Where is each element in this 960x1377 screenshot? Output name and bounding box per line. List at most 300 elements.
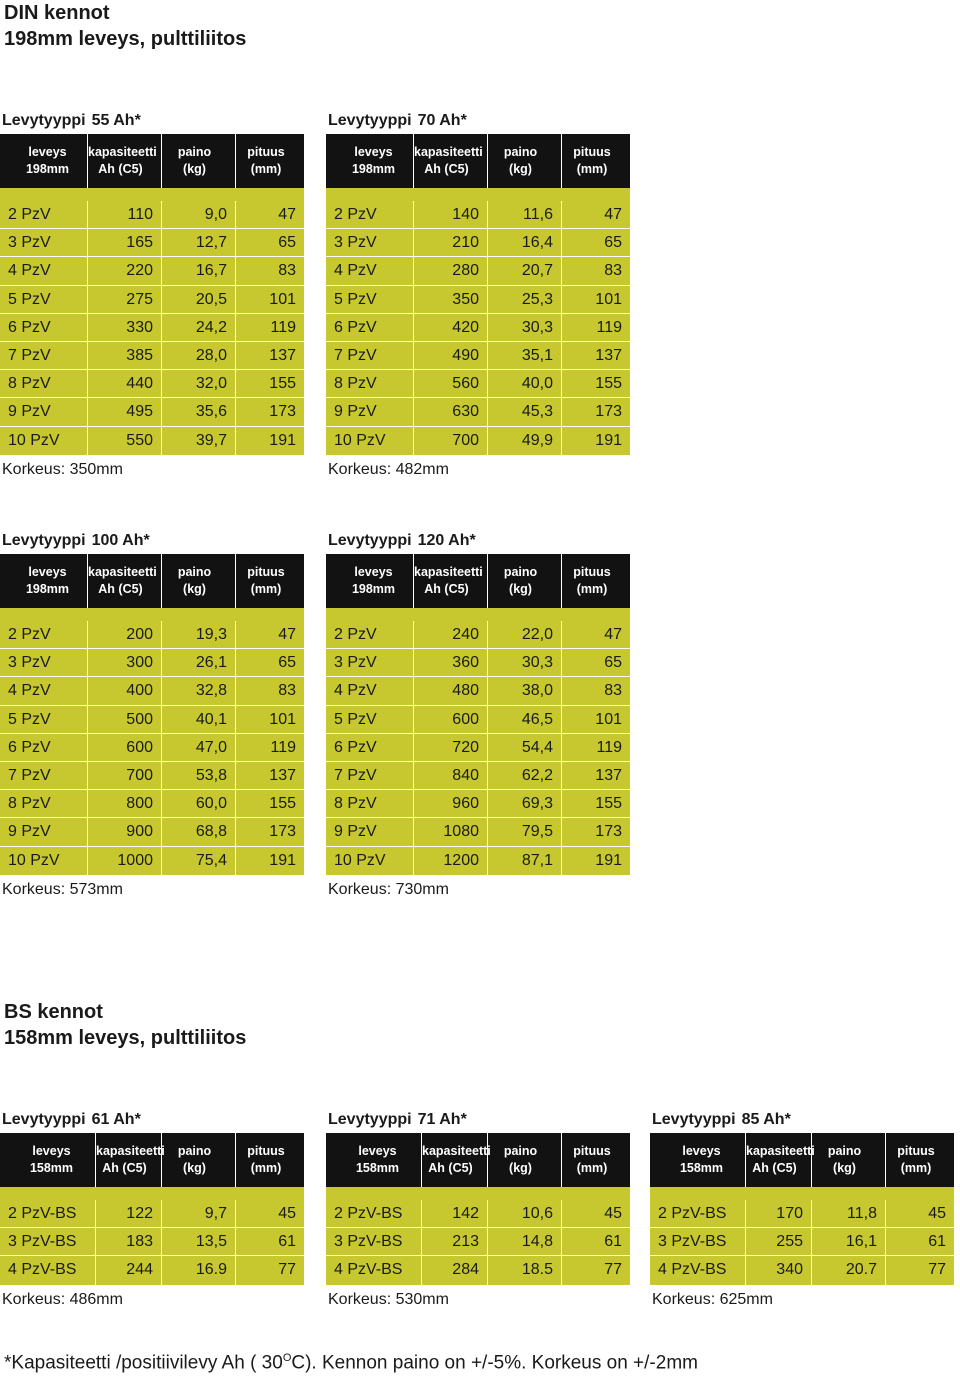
table-cell: 47 (604, 626, 622, 643)
header-cell-line1: pituus (573, 565, 611, 579)
table-cell: 65 (278, 234, 296, 252)
table-cell: 191 (269, 431, 296, 449)
table-cell: 5 PzV (0, 706, 88, 733)
header-cell-line1: paino (177, 565, 212, 579)
header-cell-line2: Ah (C5) (98, 162, 143, 176)
header-cell-col0 (0, 554, 88, 608)
header-cell-line1: pituus (247, 1144, 285, 1158)
table-cell: 47 (278, 626, 296, 643)
table-footer-korkeus: Korkeus: 482mm (328, 460, 449, 478)
table-cell: 165 (88, 229, 162, 256)
table-cell: 600 (88, 734, 162, 761)
table-cell: 600 (414, 706, 488, 733)
header-cell-line1: paino (503, 565, 538, 579)
table-cell: 155 (595, 795, 622, 813)
header-cell-line2: 158mm (29, 1161, 74, 1175)
table-cell: 900 (88, 818, 162, 845)
table-row (0, 370, 304, 398)
header-cell-col2 (162, 134, 236, 188)
table-title (326, 1107, 630, 1133)
table-cell: 10 PzV (326, 427, 414, 455)
header-cell-col3 (886, 1133, 954, 1187)
header-cell-line1: paino (503, 145, 538, 159)
header-cell-col3 (236, 134, 304, 188)
header-cell-line1: paino (503, 1144, 538, 1158)
table-row (0, 314, 304, 342)
header-cell-line2: (mm) (576, 1161, 608, 1175)
table-cell: 45 (604, 1205, 622, 1222)
table-cell: 9 PzV (326, 398, 414, 425)
table-cell: 3 PzV-BS (650, 1228, 746, 1255)
table-cell: 45 (928, 1205, 946, 1222)
din-table-100ah (0, 528, 304, 905)
header-cell-line1: kapasiteetti (414, 145, 483, 159)
table-title-label: Levytyyppi (2, 1111, 86, 1128)
table-spacer (0, 608, 304, 621)
table-cell: 244 (96, 1256, 162, 1284)
header-cell-col0 (326, 554, 414, 608)
header-cell-line2: 198mm (351, 162, 396, 176)
header-cell-line1: leveys (28, 565, 67, 579)
table-row (0, 427, 304, 455)
table-cell: 16,1 (812, 1228, 886, 1255)
table-footer-korkeus: Korkeus: 730mm (328, 880, 449, 898)
table-cell: 11,6 (488, 201, 562, 228)
header-cell-line1: kapasiteetti (88, 565, 157, 579)
header-cell-col3 (562, 1133, 630, 1187)
table-cell: 4 PzV (0, 677, 88, 704)
header-cell-col1 (96, 1133, 165, 1187)
table-cell: 101 (595, 290, 622, 308)
table-row (326, 398, 630, 426)
header-cell-line1: leveys (358, 1144, 397, 1158)
table-cell: 60,0 (162, 790, 236, 817)
table-cell: 275 (88, 286, 162, 313)
table-cell: 155 (595, 375, 622, 393)
table-row (0, 706, 304, 734)
header-cell-line2: (mm) (250, 1161, 282, 1175)
table-spacer (650, 1187, 954, 1200)
table-cell: 350 (414, 286, 488, 313)
table-row (0, 790, 304, 818)
header-cell-line2: Ah (C5) (98, 582, 143, 596)
table-cell: 330 (88, 314, 162, 341)
header-cell-line2: 198mm (25, 162, 70, 176)
table-title-label: Levytyyppi (328, 532, 412, 549)
table-title-type: 70 Ah* (417, 112, 467, 129)
header-cell-line2: (kg) (183, 162, 206, 176)
table-row (0, 398, 304, 426)
table-spacer (326, 188, 630, 201)
table-cell: 119 (596, 738, 622, 756)
table-row (326, 649, 630, 677)
bs-title-line2: 158mm leveys, pulttiliitos (4, 1027, 247, 1049)
header-cell-col3 (236, 1133, 304, 1187)
table-cell: 7 PzV (326, 342, 414, 369)
table-cell: 101 (269, 290, 296, 308)
table-cell: 420 (414, 314, 488, 341)
table-header (326, 1133, 630, 1187)
table-cell: 110 (88, 201, 162, 228)
table-body (0, 621, 304, 875)
header-cell-line1: kapasiteetti (88, 145, 157, 159)
din-table-120ah (326, 528, 630, 905)
table-row (326, 762, 630, 790)
table-cell: 32,0 (162, 370, 236, 397)
table-cell: 137 (269, 766, 296, 784)
table-row (326, 847, 630, 875)
header-cell-line2: (mm) (250, 162, 282, 176)
table-cell: 10,6 (488, 1200, 562, 1227)
table-cell: 9 PzV (326, 818, 414, 845)
table-cell: 400 (88, 677, 162, 704)
header-cell-line2: (mm) (250, 582, 282, 596)
table-header (326, 134, 630, 188)
table-spacer (0, 188, 304, 201)
table-cell: 4 PzV (326, 257, 414, 284)
table-cell: 45 (278, 1205, 296, 1222)
table-cell: 119 (270, 738, 296, 756)
header-cell-col2 (488, 554, 562, 608)
header-cell-line1: leveys (354, 565, 393, 579)
table-row (326, 1200, 630, 1228)
table-cell: 30,3 (488, 649, 562, 676)
header-cell-line1: kapasiteetti (422, 1144, 491, 1158)
table-header (326, 554, 630, 608)
table-footer-korkeus: Korkeus: 573mm (2, 880, 123, 898)
table-cell: 560 (414, 370, 488, 397)
bs-table-85ah (650, 1107, 954, 1315)
table-cell: 32,8 (162, 677, 236, 704)
table-cell: 4 PzV-BS (0, 1256, 96, 1284)
table-row (650, 1200, 954, 1228)
table-row (0, 677, 304, 705)
table-cell: 6 PzV (326, 734, 414, 761)
header-cell-col2 (488, 134, 562, 188)
table-cell: 720 (414, 734, 488, 761)
table-cell: 2 PzV-BS (0, 1200, 96, 1227)
table-cell: 30,3 (488, 314, 562, 341)
table-header (0, 1133, 304, 1187)
table-cell: 3 PzV (0, 229, 88, 256)
table-cell: 2 PzV (326, 621, 414, 648)
table-footer-korkeus: Korkeus: 486mm (2, 1290, 123, 1308)
table-cell: 20,5 (162, 286, 236, 313)
table-cell: 35,1 (488, 342, 562, 369)
header-cell-line2: (kg) (183, 1161, 206, 1175)
table-cell: 19,3 (162, 621, 236, 648)
header-cell-line2: Ah (C5) (752, 1161, 797, 1175)
table-cell: 1200 (414, 847, 488, 875)
table-cell: 500 (88, 706, 162, 733)
table-cell: 2 PzV (0, 621, 88, 648)
table-row (326, 342, 630, 370)
table-cell: 340 (746, 1256, 812, 1284)
table-cell: 3 PzV-BS (326, 1228, 422, 1255)
header-cell-line2: Ah (C5) (428, 1161, 473, 1175)
din-section-title (4, 0, 246, 52)
table-cell: 77 (928, 1261, 946, 1279)
table-cell: 28,0 (162, 342, 236, 369)
table-cell: 140 (414, 201, 488, 228)
table-row (326, 427, 630, 455)
table-cell: 47 (604, 206, 622, 223)
table-title-type: 85 Ah* (741, 1111, 791, 1128)
table-cell: 280 (414, 257, 488, 284)
header-cell-line2: 158mm (355, 1161, 400, 1175)
table-cell: 20,7 (488, 257, 562, 284)
bs-section-title (4, 999, 246, 1051)
bs-table-61ah (0, 1107, 304, 1315)
table-cell: 75,4 (162, 847, 236, 875)
table-row (326, 818, 630, 846)
table-spacer (326, 608, 630, 621)
table-cell: 1000 (88, 847, 162, 875)
table-row (650, 1256, 954, 1284)
table-body (326, 1200, 630, 1285)
table-cell: 65 (278, 654, 296, 672)
table-cell: 46,5 (488, 706, 562, 733)
table-body (326, 621, 630, 875)
table-cell: 101 (595, 710, 622, 728)
table-cell: 137 (269, 346, 296, 364)
header-cell-line2: Ah (C5) (102, 1161, 147, 1175)
table-cell: 40,1 (162, 706, 236, 733)
table-cell: 173 (269, 403, 296, 421)
header-cell-line1: pituus (573, 1144, 611, 1158)
header-cell-line1: leveys (32, 1144, 71, 1158)
table-cell: 840 (414, 762, 488, 789)
table-row (0, 286, 304, 314)
table-cell: 191 (269, 851, 296, 869)
table-cell: 119 (270, 318, 296, 336)
table-title (0, 528, 304, 554)
table-cell: 4 PzV (0, 257, 88, 284)
table-spacer (326, 1187, 630, 1200)
table-cell: 53,8 (162, 762, 236, 789)
table-cell: 6 PzV (0, 314, 88, 341)
table-cell: 11,8 (812, 1200, 886, 1227)
table-row (0, 1256, 304, 1284)
header-cell-line2: (kg) (509, 1161, 532, 1175)
table-body (0, 201, 304, 455)
table-row (0, 649, 304, 677)
table-footer-korkeus: Korkeus: 625mm (652, 1290, 773, 1308)
table-row (326, 286, 630, 314)
table-cell: 9 PzV (0, 818, 88, 845)
footnote-degree-sup: O (282, 1352, 292, 1364)
table-row (0, 847, 304, 875)
header-cell-line1: leveys (28, 145, 67, 159)
header-cell-line1: pituus (247, 145, 285, 159)
table-body (326, 201, 630, 455)
table-row (0, 1228, 304, 1256)
table-cell: 284 (422, 1256, 488, 1284)
table-footer-korkeus: Korkeus: 530mm (328, 1290, 449, 1308)
table-row (0, 818, 304, 846)
table-cell: 83 (604, 262, 622, 280)
table-cell: 360 (414, 649, 488, 676)
table-cell: 2 PzV (326, 201, 414, 228)
table-cell: 16.9 (162, 1256, 236, 1284)
table-cell: 14,8 (488, 1228, 562, 1255)
table-row (326, 706, 630, 734)
table-row (0, 621, 304, 649)
table-cell: 24,2 (162, 314, 236, 341)
table-cell: 6 PzV (326, 314, 414, 341)
table-cell: 69,3 (488, 790, 562, 817)
header-cell-line2: Ah (C5) (424, 162, 469, 176)
header-cell-line2: 158mm (679, 1161, 724, 1175)
table-cell: 137 (595, 346, 622, 364)
table-row (326, 314, 630, 342)
table-cell: 495 (88, 398, 162, 425)
table-cell: 61 (278, 1233, 296, 1251)
header-cell-col3 (236, 554, 304, 608)
table-cell: 213 (422, 1228, 488, 1255)
header-cell-col2 (488, 1133, 562, 1187)
header-cell-line1: pituus (573, 145, 611, 159)
header-cell-col0 (0, 1133, 96, 1187)
din-title-line1: DIN kennot (4, 2, 110, 24)
table-cell: 5 PzV (0, 286, 88, 313)
table-row (326, 1256, 630, 1284)
table-title (326, 108, 630, 134)
table-row (326, 621, 630, 649)
table-cell: 9,0 (162, 201, 236, 228)
table-cell: 3 PzV (326, 229, 414, 256)
table-row (326, 257, 630, 285)
table-cell: 16,4 (488, 229, 562, 256)
header-cell-line1: kapasiteetti (96, 1144, 165, 1158)
table-cell: 9,7 (162, 1200, 236, 1227)
table-cell: 25,3 (488, 286, 562, 313)
table-row (0, 229, 304, 257)
header-cell-col3 (562, 134, 630, 188)
header-cell-line1: leveys (354, 145, 393, 159)
table-cell: 35,6 (162, 398, 236, 425)
table-cell: 2 PzV (0, 201, 88, 228)
table-cell: 83 (278, 262, 296, 280)
table-cell: 8 PzV (0, 790, 88, 817)
table-cell: 54,4 (488, 734, 562, 761)
table-cell: 173 (595, 823, 622, 841)
table-cell: 191 (595, 851, 622, 869)
table-row (326, 677, 630, 705)
table-title-type: 61 Ah* (91, 1111, 141, 1128)
header-cell-line1: paino (177, 145, 212, 159)
header-cell-line2: 198mm (351, 582, 396, 596)
header-cell-line2: (kg) (509, 162, 532, 176)
table-cell: 10 PzV (326, 847, 414, 875)
table-cell: 210 (414, 229, 488, 256)
table-cell: 170 (746, 1200, 812, 1227)
table-title-type: 71 Ah* (417, 1111, 467, 1128)
header-cell-line2: (kg) (833, 1161, 856, 1175)
table-cell: 49,9 (488, 427, 562, 455)
table-cell: 47,0 (162, 734, 236, 761)
table-cell: 61 (604, 1233, 622, 1251)
header-cell-col2 (162, 1133, 236, 1187)
table-cell: 700 (88, 762, 162, 789)
table-cell: 87,1 (488, 847, 562, 875)
table-cell: 45,3 (488, 398, 562, 425)
header-cell-col3 (562, 554, 630, 608)
table-cell: 183 (96, 1228, 162, 1255)
footnote-text-before: *Kapasiteetti /positiivilevy Ah ( 30 (4, 1352, 283, 1374)
table-cell: 39,7 (162, 427, 236, 455)
table-cell: 62,2 (488, 762, 562, 789)
table-cell: 7 PzV (0, 342, 88, 369)
table-cell: 1080 (414, 818, 488, 845)
header-cell-col0 (650, 1133, 746, 1187)
header-cell-line1: kapasiteetti (414, 565, 483, 579)
table-cell: 300 (88, 649, 162, 676)
table-cell: 700 (414, 427, 488, 455)
table-header (0, 134, 304, 188)
table-cell: 6 PzV (0, 734, 88, 761)
din-table-55ah (0, 108, 304, 485)
header-cell-line1: kapasiteetti (746, 1144, 815, 1158)
table-row (326, 790, 630, 818)
table-cell: 440 (88, 370, 162, 397)
table-cell: 155 (269, 795, 296, 813)
table-cell: 77 (604, 1261, 622, 1279)
header-cell-col0 (326, 134, 414, 188)
table-cell: 16,7 (162, 257, 236, 284)
table-cell: 10 PzV (0, 847, 88, 875)
table-cell: 26,1 (162, 649, 236, 676)
table-cell: 10 PzV (0, 427, 88, 455)
table-cell: 12,7 (162, 229, 236, 256)
table-title-label: Levytyyppi (328, 1111, 412, 1128)
table-cell: 18.5 (488, 1256, 562, 1284)
table-cell: 83 (604, 682, 622, 700)
bs-title-line1: BS kennot (4, 1001, 103, 1023)
header-cell-line2: Ah (C5) (424, 582, 469, 596)
table-cell: 65 (604, 654, 622, 672)
table-cell: 83 (278, 682, 296, 700)
table-cell: 385 (88, 342, 162, 369)
header-cell-line2: (mm) (576, 162, 608, 176)
table-cell: 4 PzV-BS (326, 1256, 422, 1284)
table-cell: 5 PzV (326, 706, 414, 733)
table-title-type: 55 Ah* (91, 112, 141, 129)
table-cell: 200 (88, 621, 162, 648)
footnote-text-after: C). Kennon paino on +/-5%. Korkeus on +/-2mm (291, 1352, 698, 1374)
table-cell: 7 PzV (0, 762, 88, 789)
table-title-type: 100 Ah* (91, 532, 150, 549)
table-cell: 480 (414, 677, 488, 704)
table-cell: 142 (422, 1200, 488, 1227)
header-cell-col1 (88, 554, 162, 608)
table-cell: 800 (88, 790, 162, 817)
header-cell-col1 (414, 554, 488, 608)
table-cell: 61 (928, 1233, 946, 1251)
table-cell: 20.7 (812, 1256, 886, 1284)
table-body (0, 1200, 304, 1285)
table-title (0, 108, 304, 134)
table-cell: 2 PzV-BS (326, 1200, 422, 1227)
table-header (0, 554, 304, 608)
header-cell-line2: (mm) (576, 582, 608, 596)
header-cell-col1 (422, 1133, 491, 1187)
bs-table-71ah (326, 1107, 630, 1315)
din-title-line2: 198mm leveys, pulttiliitos (4, 28, 247, 50)
table-row (0, 257, 304, 285)
table-cell: 7 PzV (326, 762, 414, 789)
table-cell: 4 PzV (326, 677, 414, 704)
